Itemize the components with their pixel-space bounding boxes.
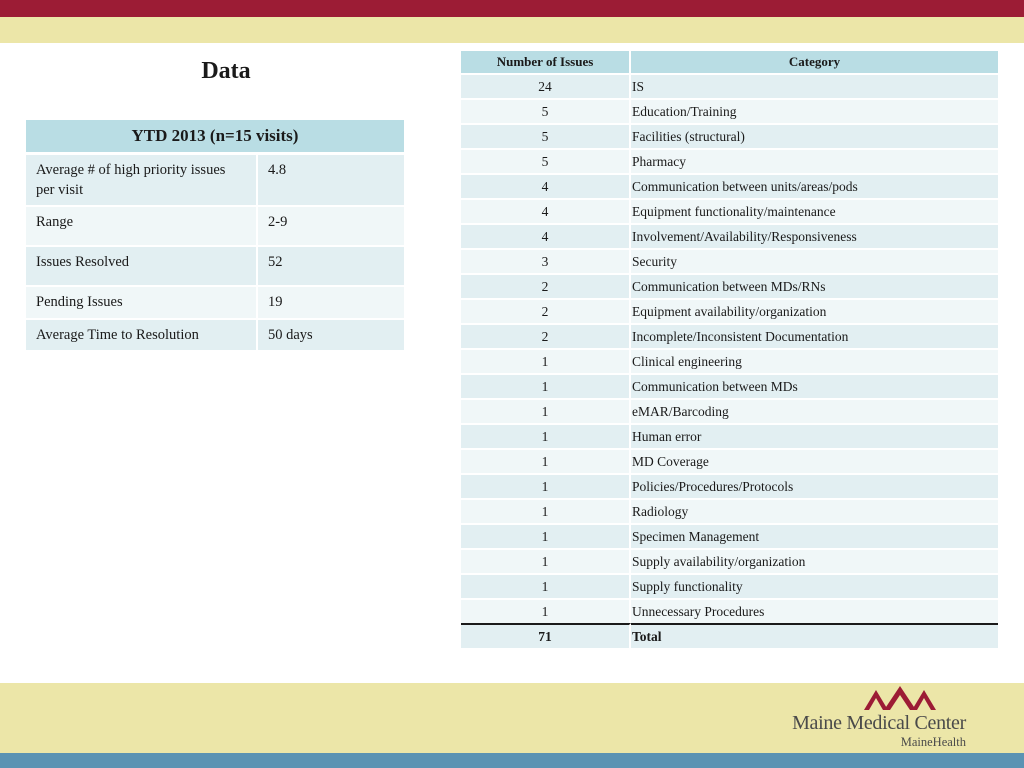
ytd-row [26, 155, 404, 207]
issue-row [461, 173, 998, 198]
issue-category: Communication between MDs/RNs [631, 273, 998, 298]
issue-count: 1 [461, 548, 631, 573]
bottom-blue-band [0, 753, 1024, 768]
issue-category: MD Coverage [631, 448, 998, 473]
issue-count: 2 [461, 298, 631, 323]
issue-row [461, 473, 998, 498]
issue-row [461, 373, 998, 398]
issue-count: 1 [461, 573, 631, 598]
issue-row [461, 223, 998, 248]
issue-category: Facilities (structural) [631, 123, 998, 148]
issue-count: 1 [461, 498, 631, 523]
issue-row [461, 598, 998, 623]
ytd-row-label: Issues Resolved [26, 247, 258, 287]
ytd-row-value: 19 [258, 287, 404, 320]
ytd-row [26, 207, 404, 247]
ytd-row-value: 52 [258, 247, 404, 287]
issue-category: Supply availability/organization [631, 548, 998, 573]
issues-total-row [461, 623, 998, 648]
issue-count: 4 [461, 223, 631, 248]
slide-title: Data [201, 58, 251, 84]
issue-count: 5 [461, 98, 631, 123]
issues-number-header: Number of Issues [461, 51, 631, 73]
ytd-row [26, 247, 404, 287]
issue-count: 2 [461, 273, 631, 298]
maine-medical-center-logo [792, 686, 998, 752]
ytd-row-label: Average # of high priority issues per visit [26, 155, 258, 207]
issues-category-header: Category [631, 51, 998, 73]
issue-count: 1 [461, 348, 631, 373]
issue-count: 4 [461, 173, 631, 198]
issue-category: Education/Training [631, 98, 998, 123]
ytd-row-value: 2-9 [258, 207, 404, 247]
ytd-row-value: 4.8 [258, 155, 404, 207]
issue-category: Human error [631, 423, 998, 448]
issue-row [461, 273, 998, 298]
issues-table [461, 51, 998, 648]
issue-count: 1 [461, 598, 631, 623]
ytd-row [26, 320, 404, 352]
issues-total-count: 71 [461, 623, 631, 648]
issue-count: 3 [461, 248, 631, 273]
issue-category: eMAR/Barcoding [631, 398, 998, 423]
issue-count: 5 [461, 148, 631, 173]
ytd-row-value: 50 days [258, 320, 404, 352]
issues-header-row [461, 51, 998, 73]
ytd-row [26, 287, 404, 320]
issue-category: Equipment availability/organization [631, 298, 998, 323]
ytd-row-label: Pending Issues [26, 287, 258, 320]
issue-category: Unnecessary Procedures [631, 598, 998, 623]
issue-row [461, 573, 998, 598]
issue-category: IS [631, 73, 998, 98]
issue-count: 1 [461, 398, 631, 423]
issue-category: Communication between MDs [631, 373, 998, 398]
ytd-header: YTD 2013 (n=15 visits) [26, 120, 404, 155]
issue-count: 24 [461, 73, 631, 98]
issue-count: 1 [461, 448, 631, 473]
issue-category: Security [631, 248, 998, 273]
ytd-row-label: Average Time to Resolution [26, 320, 258, 352]
top-cream-band [0, 17, 1024, 43]
issue-row [461, 148, 998, 173]
issue-count: 1 [461, 373, 631, 398]
issue-count: 5 [461, 123, 631, 148]
issues-total-label: Total [631, 623, 998, 648]
issue-row [461, 123, 998, 148]
issue-row [461, 523, 998, 548]
logo-name: Maine Medical Center [792, 712, 966, 734]
issue-row [461, 448, 998, 473]
issue-row [461, 548, 998, 573]
issue-count: 2 [461, 323, 631, 348]
issue-row [461, 198, 998, 223]
issue-count: 4 [461, 198, 631, 223]
issue-category: Radiology [631, 498, 998, 523]
logo-subname: MaineHealth [900, 735, 966, 749]
issue-category: Incomplete/Inconsistent Documentation [631, 323, 998, 348]
issue-row [461, 323, 998, 348]
issue-count: 1 [461, 423, 631, 448]
issue-category: Involvement/Availability/Responsiveness [631, 223, 998, 248]
issue-category: Policies/Procedures/Protocols [631, 473, 998, 498]
issue-count: 1 [461, 473, 631, 498]
issue-category: Supply functionality [631, 573, 998, 598]
issue-category: Clinical engineering [631, 348, 998, 373]
issue-row [461, 248, 998, 273]
issue-row [461, 98, 998, 123]
ytd-summary-table [26, 120, 404, 352]
issue-category: Specimen Management [631, 523, 998, 548]
issue-count: 1 [461, 523, 631, 548]
ytd-header-row [26, 120, 404, 155]
issue-row [461, 298, 998, 323]
issue-category: Communication between units/areas/pods [631, 173, 998, 198]
top-red-band [0, 0, 1024, 17]
issue-row [461, 423, 998, 448]
mmc-mountains-icon [864, 686, 936, 710]
issue-row [461, 398, 998, 423]
issue-category: Pharmacy [631, 148, 998, 173]
issue-category: Equipment functionality/maintenance [631, 198, 998, 223]
issue-row [461, 348, 998, 373]
issue-row [461, 498, 998, 523]
ytd-row-label: Range [26, 207, 258, 247]
issue-row [461, 73, 998, 98]
